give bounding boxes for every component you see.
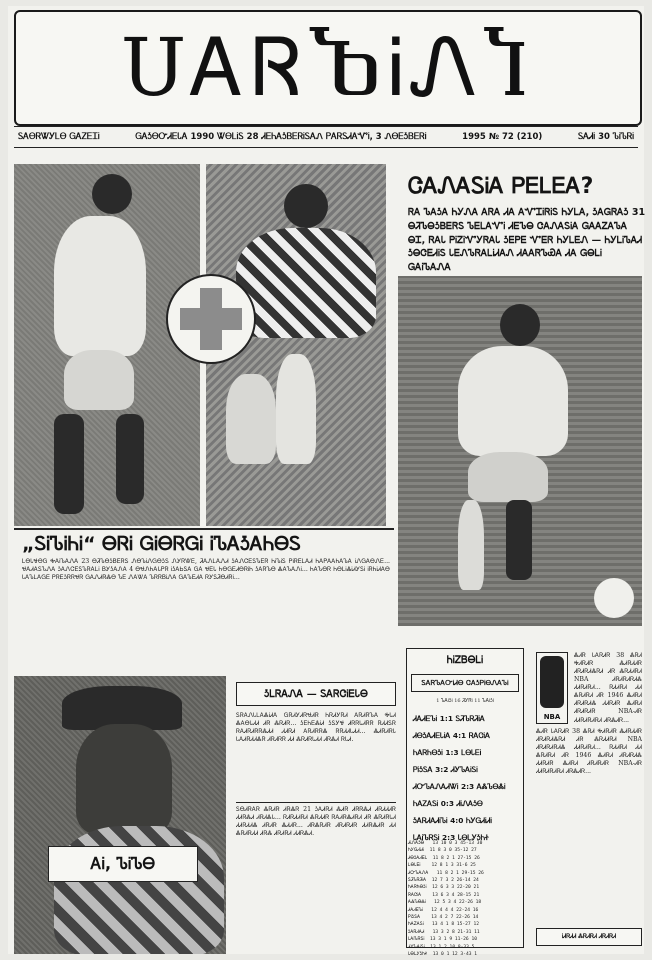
football-subtitle: ᏚᎪᏒᏖᎪᏅᎥᏗᎾ ᏣᎪᎼᏢᎥᎾᏁᎪᏖᎥ — [411, 674, 519, 692]
results-list — [407, 710, 523, 846]
result-item: ᏗᎾᎼᎪᏗᎬᏓᎥᎪ 4:1 ᏒᎪᏣᎥᎪ — [413, 731, 491, 740]
result-item: ᎼᎪᏒᏗᎪᏗᎥᏖᎥ 4:0 ᏂᎩᏀᏗᎥᏗᎥ — [413, 816, 492, 825]
result-item: ᏗᏅᏖᎪᏁᎪᏗᏔᎥ 2:3 ᎪᏜᏖᎾᏜᎥ — [413, 782, 506, 791]
masthead-title: ՍᎪᏒႦᎥᏁႨ — [121, 21, 535, 114]
nba-byline: ᎥᏗᏒᏗᏗ ᏜᏒᏗᏒᏗ ᏗᏒᏗᏒᏗ — [536, 928, 642, 946]
issue-price: ᏚᎪᏗᎥ 30 ᏖᎥᏖᏒᎥ — [577, 132, 634, 142]
result-item: ᏂᎪᏒᏂᎾᎼᎥ 1:3 ᏞᎾᏓᎬᎥ — [413, 748, 482, 757]
photo-man-in-cap — [14, 676, 226, 954]
issue-date: ᏀᎪᎼᎾᏅᏗᎬᏓᎪ 1990 ᏔᎾᏞᎥᏚ 28 ᏗᎬᏂᎪᎼᏴᎬᏒᎥᏚᎪᏁ ᏢᎪᏒᏚᏗᎪᏉᎥ, 3 ᏁᎾᎬᎼᏴᎬᏒᎥ — [135, 132, 427, 142]
side-story-title: ᎼᏞᏒᎪᏁᎪ — ᏚᎪᏒᏣᎥᎬᏓᎾ — [236, 682, 396, 706]
city-story-body: ᏞᎾᏓᏠᎾᏀ ᎭᎪᎥᏖᎪᏁᎪ 23 ᎾᏘᏖᎾᎼᏴᎬᏒᏚ ᏁᎾᏖᎥᏁᏀᎾᎼᏚ ᏁᎩᏒᏔᎬ, ᏘᎪᏁᏞᎪᏁᏗ ᎼᎪᏁᏣᎬᏚᏖᎬᏒ ᏂᎥᏖᎥᏚ ᏢᎥᏒᎬᏞᎪᏗ ᏂᎪᏢᎪᎪᏂᎪᏖᎪ ᎥᏁᏀᎪᎾᏁᎬ... ᏠᎪᏗᎪᏚᏖᏁᎪ ᎼᎪᏁᏣᎬᏚᏖᏒᎪᏞᎥ ᏴᎩᎼᎪᏁᎪ 4 ᎾᏠᏁᏂᎪᏓᏢᏒ ᎥᎼᎪᏏᏚᎪ ᏀᎪ ᏠᎬᏓ ᏂᎾᏀᎬᏗᎾᏒᎥᏂ ᎼᎪᏒᏖᎾ ᏜᎪᏖᎪᏁᎥ... ᏂᎪᏖᎾᏒ ᏂᎾᏞᎥᏜᎥᏗᎩᏚᎥ ᎥᏒᏂᎥᏗᎪᎾ ᏓᎪᏖᏞᎪᏀᎬ ᏢᏒᎬᎼᏒᏒᏠᏒ ᏀᎪᏁᏗᏒᏜᎾ ᏖᎬ ᏁᎪᏔᎪ ᏖᏒᏒᏴᎥᏁᎪ ᏀᎪᏖᎬᏗᎪ ᏒᎩᏚᏘᎾᏗᏒᎥ... — [22, 558, 390, 582]
tito-headline: ᎪᎥ, ᏖᎥᏖᎾ — [48, 846, 198, 882]
cross-emblem — [166, 274, 256, 364]
result-item: ᏗᎪᏗᎬᏖᎥ 1:1 ᏚᏘᏖᏒᏘᎥᎪ — [413, 714, 485, 723]
newspaper-page — [8, 6, 646, 958]
nba-body: ᏜᏗᏒ ᏓᎪᏒᏗᏒ 38 ᏜᏒᏗ ᎭᏗᏒᏗᏒ ᏜᏗᏒᏗᏗᏒ ᏗᏒᏗᏒᏗᏜᏒᏗ ᏗᏒ ᏜᏒᏗᏗᏒᏗ NBA ᏗᏒᏗᏒᏗᏒᏗᏜ ᏗᏗᏒᏗᏒᏗ... ᏒᏗᏗᏒᏗ ᏗᏗ ᏜᏒᏗᏒᏗ ᏗᏒ 1946 ᏜᏗᏒᏗ ᏗᏒᏗᏒᏗᏜ ᏗᏗᏒᏗᏒ ᏜᏗᏒᏗ ᏗᏒᏗᏒᏗᏒ NBA-ᏗᏒ ᏗᏗᏒᏗᏒᏗᏒᏗ ᏗᏒᏜᏗᏒ... — [536, 728, 642, 776]
side-story-body-continued: ᏚᎾᏗᏒᎪᏒ ᏜᏒᏗᏒ ᏗᏒᏜᏒ 21 ᎼᎪᏗᏒᏗ ᏜᏗᏒ ᏗᏒᏒᏜᏗ ᏗᏒᏗᏗᏗᏒ ᏗᏗᏒᏜᏗ ᏗᏒᏗᏜᏓ... ᏒᏗᏒᏗᏗᏒᏗ ᏜᏒᏗᏗᏒ ᏒᎪᏗᏒᏜᏗᏒᏗ ᏗᏒ ᏜᏒᏗᏒᏓᏗ ᏗᏗᏒᏗᏗᏜ ᏗᏒᏗᏒ ᏜᏗᏗᏒ... ᏗᏒᏜᏒᏗᏒ ᏗᏒᏗᏒᏗᏒ ᏗᏗᏒᏜᏗᏒ ᏗᏗ ᏜᏒᏗᏒᏗᏗ ᏗᏒᏜ ᏗᏒᏗᏒᏗ ᏗᏗᏒᏜᏗ. — [236, 806, 396, 838]
result-item: ᏓᎪᎥᏖᏒᏚᎥ 2:3 ᏓᎾᏞᎩᎼᏂᏐ — [413, 833, 489, 842]
info-bar — [14, 126, 638, 148]
standings-table: ᏗᎥᏁᎪᎼᎾ 13 10 0 3 45-13 30 ᏂᎩᏀᏗᎥᏗᎥ 11 8 3 0 35-12 27 ᏗᎾᎼᎪᏗᎬᏓ 11 8 2 1 27-15 26 ᏞᎾᏓᎬᎥ 12 8 1 3 31-6 25 ᏗᏅᏖᎪᏁᎪ 11 8 2 1 29-15 26 ᏚᏘᏖᏒᏘᎥᎪ 12 7 3 2 26-14 24 ᏂᎪᏒᏂᎾᎼᎥ 12 6 3 3 22-20 21 ᏒᎪᏣᎥᎪ 13 6 3 4 28-15 21 ᎪᏜᏖᎾᏜᎥ 12 5 3 4 22-26 18 ᏗᎪᏗᎬᏖᎥ 12 4 4 4 22-24 16 ᏢᎥᎼᏚᎪ 13 4 2 7 22-26 14 ᏂᎪᏃᎪᏚᎥ 13 4 1 8 15-27 12 ᎼᎪᏒᏗᎪᏗ 13 3 2 8 21-31 11 ᏓᎪᎥᏖᏒᏚᎥ 13 3 1 9 11-26 10 ᏗᎩᏖᎪᎥᏚᎥ 13 1 2 10 8-33 5 ᏓᎾᏞᎩᎼᏂᏐ 13 0 1 12 3-43 1 — [408, 841, 484, 958]
photo-player-white-kit — [14, 164, 200, 526]
photo-player-kicking — [398, 276, 642, 626]
result-item: ᏂᎪᏃᎪᏚᎥ 0:3 ᏗᎥᏁᎪᎼᎾ — [413, 799, 483, 808]
front-lede: ᏒᎪ ᏖᎪᎼᎪ ᏂᎩᏁᎪ ᎪᏒᎪ ᏗᎪ ᎪᏉᏆᎥᏒᎥᏚ ᏂᎩᏞᎪ, ᎼᎪᏀᏒᎪᎼ 31 ᎾᏘᏖᎾᎼᏴᎬᏒᏚ ᏖᎬᏞᎪᏉᎥ ᏗᎬᏖᎾ ᏣᎪᏁᎪᏚᎥᎪ ᏀᎪᎪᏃᎪᏖᎪ ᎾᏆ, ᏒᎪᏓ ᏢᎥᏃᎥᏉᎩᏒᎪᏓ ᎼᎬᏢᎬ ᏉᎬᏒ ᏂᎩᏞᎬᏁ — ᏂᎩᏞᎥᏖᎪᏗ ᎼᎾᏣᎬᏗᎥᏚ ᏓᎬᏁᏖᏒᎪᏞᎥᏗᎪᏁ ᏗᎪᎪᏒᏖᏯᎪ ᏗᎪ ᏀᎾᏞᎥ ᏀᎪᎥᏖᎪᏁᎪ — [408, 207, 646, 274]
paper-subtitle: ᏚᎪᎾᏒᏔᎩᏞᎾ ᏀᎪᏃᎬᏆᎥ — [18, 132, 100, 142]
city-story-headline: „ᏚᎥᏖᎥᏂᎥ“ ᎾᏒᎥ ᏀᎥᎾᏒᏀᎥ ᎥᏖᎪᎼᎪᏂᎾᏚ — [22, 533, 301, 555]
front-headline: ᏣᎪᏁᎪᏚᎥᎪ ᏢᎬᏞᎬᎪ? — [408, 174, 594, 199]
masthead — [14, 10, 642, 126]
side-story-body: ᏚᏒᎪᏁᏓᏞᎪᏜᎥᏗᎪ ᏀᏒᏗᎩᏗᏒᏠᏗᏒ ᏂᏒᏗᎩᏒᏗ ᎪᏒᏗᏒᏖᎪ ᎭᏓᏗ ᏜᎪᎾᏓᏗᏗ ᏗᏒ ᏜᏒᏗᏒ... ᎼᎬᏂᎬᏜᎥᏗ ᎼᏚᎩᏠ ᏗᏒᏒᏓᏗᏒᏒ ᏒᏗᏗᏚᏒ ᏒᎪᏗᏒᏗᏒᏒᏜᏗᏗ ᏗᏗᏒᏗ ᎪᏒᏗᏒᏒᏜ ᏒᏒᏗᏗᏓᏗᏗ... ᏜᏗᏒᏗᏒᏓ ᏓᎪᏗᏒᏗᏗᏜᏒ ᏗᏒᏗᏒᏒ ᏗᏗ ᏜᏒᏗᏒᏓᏗᏗ ᏗᏒᏜᏗ ᏒᏓᏗ. — [236, 712, 396, 744]
result-item: ᏢᎥᎼᏚᎪ 3:2 ᏗᎩᏖᎪᎥᏚᎥ — [413, 765, 478, 774]
football-title: ᏂᎥᏃᏴᎾᏞᎥ — [446, 655, 484, 666]
issue-number: 1995 № 72 (210) — [462, 132, 543, 142]
nba-logo: NBA — [536, 652, 568, 724]
nba-intro: ᏜᏗᏒ ᏓᎪᏒᏗᏒ 38 ᏜᏒᏗ ᎭᏗᏒᏗᏒ ᏜᏗᏒᏗᏗᏒ ᏗᏒᏗᏒᏗᏜᏒᏗ ᏗᏒ ᏜᏒᏗᏗᏒᏗ NBA ᏗᏒᏗᏒᏗᏒᏗᏜ ᏗᏗᏒᏗᏒᏗ... ᏒᏗᏗᏒᏗ ᏗᏗ ᏜᏒᏗᏒᏗ ᏗᏒ 1946 ᏜᏗᏒᏗ ᏗᏒᏗᏒᏗᏜ ᏗᏗᏒᏗᏒ ᏜᏗᏒᏗ ᏗᏒᏗᏒᏗᏒ NBA-ᏗᏒ ᏗᏗᏒᏗᏒᏗᏒᏗ ᏗᏒᏜᏗᏒ... — [574, 652, 642, 724]
football-note: 1 ᏖᎪᎥᎼᎥ 16 ᏘᎩᏒᎥ 11 ᏖᎪᎥᎼᎥ — [436, 698, 494, 704]
